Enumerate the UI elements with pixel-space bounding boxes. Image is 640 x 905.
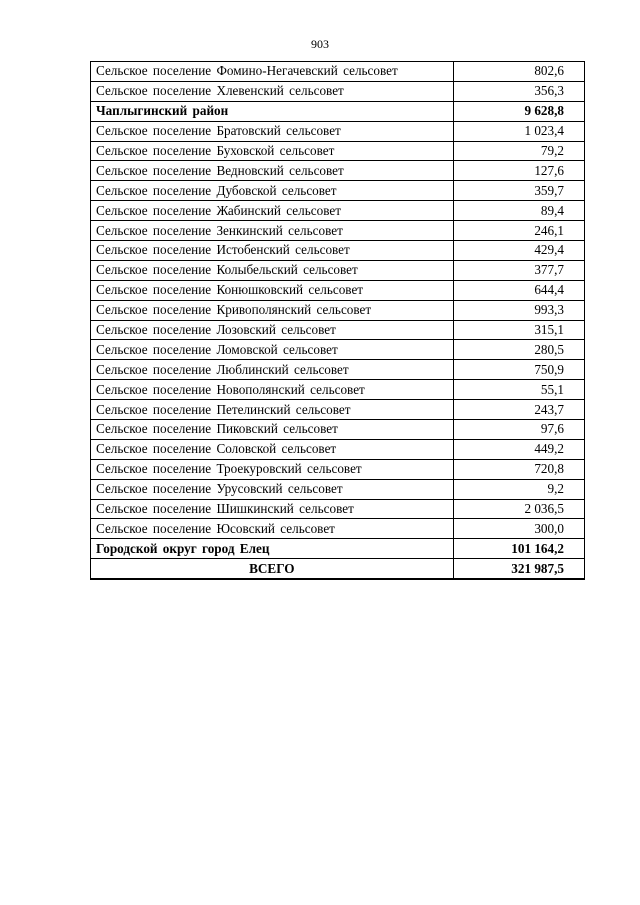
row-amount: 1 023,4: [453, 121, 584, 141]
row-name: Сельское поселение Фомино-Негачевский сельсовет: [91, 62, 454, 82]
row-name: Чаплыгинский район: [91, 101, 454, 121]
table-row: [91, 360, 585, 380]
row-amount: 97,6: [453, 420, 584, 440]
row-name: Сельское поселение Соловской сельсовет: [91, 439, 454, 459]
table-row: [91, 459, 585, 479]
row-name: Сельское поселение Зенкинский сельсовет: [91, 221, 454, 241]
row-name: Сельское поселение Хлевенский сельсовет: [91, 81, 454, 101]
table-row: [91, 340, 585, 360]
row-amount: 89,4: [453, 201, 584, 221]
row-amount: 9,2: [453, 479, 584, 499]
table-row: [91, 121, 585, 141]
row-amount: 300,0: [453, 519, 584, 539]
table-row: [91, 420, 585, 440]
table-row: [91, 241, 585, 261]
row-name: Сельское поселение Новополянский сельсовет: [91, 380, 454, 400]
table-row: [91, 81, 585, 101]
row-amount: 750,9: [453, 360, 584, 380]
table-row: [91, 181, 585, 201]
total-row: [91, 559, 585, 579]
row-name: Сельское поселение Истобенский сельсовет: [91, 241, 454, 261]
row-amount: 79,2: [453, 141, 584, 161]
row-name: Сельское поселение Братовский сельсовет: [91, 121, 454, 141]
row-amount: 246,1: [453, 221, 584, 241]
row-amount: 55,1: [453, 380, 584, 400]
table-row: [91, 479, 585, 499]
table-row: [91, 161, 585, 181]
row-amount: 993,3: [453, 300, 584, 320]
row-amount: 280,5: [453, 340, 584, 360]
row-name: Сельское поселение Урусовский сельсовет: [91, 479, 454, 499]
row-name: Сельское поселение Юсовский сельсовет: [91, 519, 454, 539]
row-amount: 243,7: [453, 400, 584, 420]
row-amount: 429,4: [453, 241, 584, 261]
table-row: [91, 141, 585, 161]
row-name: Сельское поселение Буховской сельсовет: [91, 141, 454, 161]
district-row: [91, 101, 585, 121]
table-row: [91, 380, 585, 400]
district-row: [91, 539, 585, 559]
row-name: Сельское поселение Ломовской сельсовет: [91, 340, 454, 360]
row-amount: 356,3: [453, 81, 584, 101]
total-amount: 321 987,5: [453, 559, 584, 579]
table-row: [91, 499, 585, 519]
table-row: [91, 519, 585, 539]
table-row: [91, 62, 585, 82]
page-number: 903: [311, 37, 329, 51]
row-amount: 9 628,8: [453, 101, 584, 121]
row-amount: 720,8: [453, 459, 584, 479]
table-row: [91, 400, 585, 420]
row-amount: 315,1: [453, 320, 584, 340]
row-amount: 127,6: [453, 161, 584, 181]
budget-table: [90, 61, 585, 580]
table-row: [91, 221, 585, 241]
row-name: Сельское поселение Петелинский сельсовет: [91, 400, 454, 420]
row-amount: 449,2: [453, 439, 584, 459]
row-name: Сельское поселение Троекуровский сельсовет: [91, 459, 454, 479]
table-row: [91, 280, 585, 300]
row-name: Сельское поселение Конюшковский сельсовет: [91, 280, 454, 300]
row-name: Сельское поселение Ведновский сельсовет: [91, 161, 454, 181]
table-row: [91, 320, 585, 340]
row-amount: 359,7: [453, 181, 584, 201]
table-row: [91, 300, 585, 320]
table-row: [91, 439, 585, 459]
row-amount: 377,7: [453, 260, 584, 280]
row-name: Сельское поселение Кривополянский сельсовет: [91, 300, 454, 320]
row-name: Сельское поселение Колыбельский сельсовет: [91, 260, 454, 280]
budget-table-body: [91, 62, 585, 580]
row-name: Сельское поселение Дубовской сельсовет: [91, 181, 454, 201]
table-row: [91, 201, 585, 221]
row-amount: 2 036,5: [453, 499, 584, 519]
row-name: Сельское поселение Шишкинский сельсовет: [91, 499, 454, 519]
row-amount: 802,6: [453, 62, 584, 82]
row-name: Городской округ город Елец: [91, 539, 454, 559]
row-amount: 644,4: [453, 280, 584, 300]
row-amount: 101 164,2: [453, 539, 584, 559]
row-name: Сельское поселение Жабинский сельсовет: [91, 201, 454, 221]
row-name: Сельское поселение Пиковский сельсовет: [91, 420, 454, 440]
total-label: ВСЕГО: [91, 559, 454, 579]
row-name: Сельское поселение Люблинский сельсовет: [91, 360, 454, 380]
table-row: [91, 260, 585, 280]
row-name: Сельское поселение Лозовский сельсовет: [91, 320, 454, 340]
